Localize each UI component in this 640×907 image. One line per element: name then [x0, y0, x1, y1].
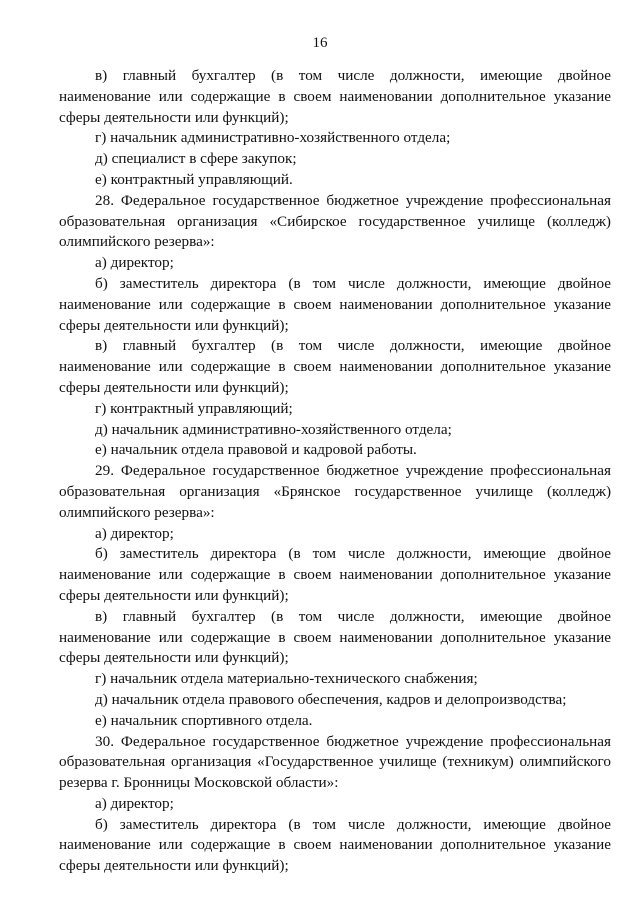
list-item: б) заместитель директора (в том числе должности, имеющие двойное наименование или содержащие в своем наименовании дополнительное указание сферы деятельности или функций);: [59, 274, 611, 334]
list-item: д) специалист в сфере закупок;: [95, 150, 297, 168]
list-item: в) главный бухгалтер (в том числе должности, имеющие двойное наименование или содержащие в своем наименовании дополнительное указание сферы деятельности или функций);: [59, 337, 611, 396]
list-item: е) контрактный управляющий.: [95, 170, 293, 188]
document-body: [59, 66, 611, 877]
list-item: г) контрактный управляющий;: [95, 399, 293, 417]
section-heading: 28. Федеральное государственное бюджетное учреждение профессиональная образовательная организация «Сибирское государственное училище (колледж) олимпийского резерва»:: [59, 191, 611, 251]
list-item: д) начальник административно-хозяйственного отдела;: [95, 420, 452, 438]
list-item: а) директор;: [95, 794, 174, 812]
list-item: е) начальник спортивного отдела.: [95, 711, 313, 729]
section-heading: 29. Федеральное государственное бюджетное учреждение профессиональная образовательная организация «Брянское государственное училище (колледж) олимпийского резерва»:: [59, 462, 611, 521]
list-item: а) директор;: [95, 524, 174, 542]
list-item: г) начальник отдела материально-технического снабжения;: [95, 670, 478, 688]
list-item: г) начальник административно-хозяйственного отдела;: [95, 129, 451, 147]
list-item: в) главный бухгалтер (в том числе должности, имеющие двойное наименование или содержащие в своем наименовании дополнительное указание сферы деятельности или функций);: [59, 607, 611, 667]
list-item: а) директор;: [95, 254, 174, 272]
list-item: б) заместитель директора (в том числе должности, имеющие двойное наименование или содержащие в своем наименовании дополнительное указание сферы деятельности или функций);: [59, 815, 611, 875]
list-item: д) начальник отдела правового обеспечения, кадров и делопроизводства;: [95, 690, 567, 708]
list-item: б) заместитель директора (в том числе должности, имеющие двойное наименование или содержащие в своем наименовании дополнительное указание сферы деятельности или функций);: [59, 545, 611, 604]
list-item: в) главный бухгалтер (в том числе должности, имеющие двойное наименование или содержащие в своем наименовании дополнительное указание сферы деятельности или функций);: [59, 67, 611, 126]
page-number: 16: [312, 35, 328, 51]
section-heading: 30. Федеральное государственное бюджетное учреждение профессиональная образовательная организация «Государственное училище (техникум) олимпийского резерва г. Бронницы Московской области»:: [59, 732, 611, 792]
list-item: е) начальник отдела правовой и кадровой работы.: [95, 441, 417, 459]
